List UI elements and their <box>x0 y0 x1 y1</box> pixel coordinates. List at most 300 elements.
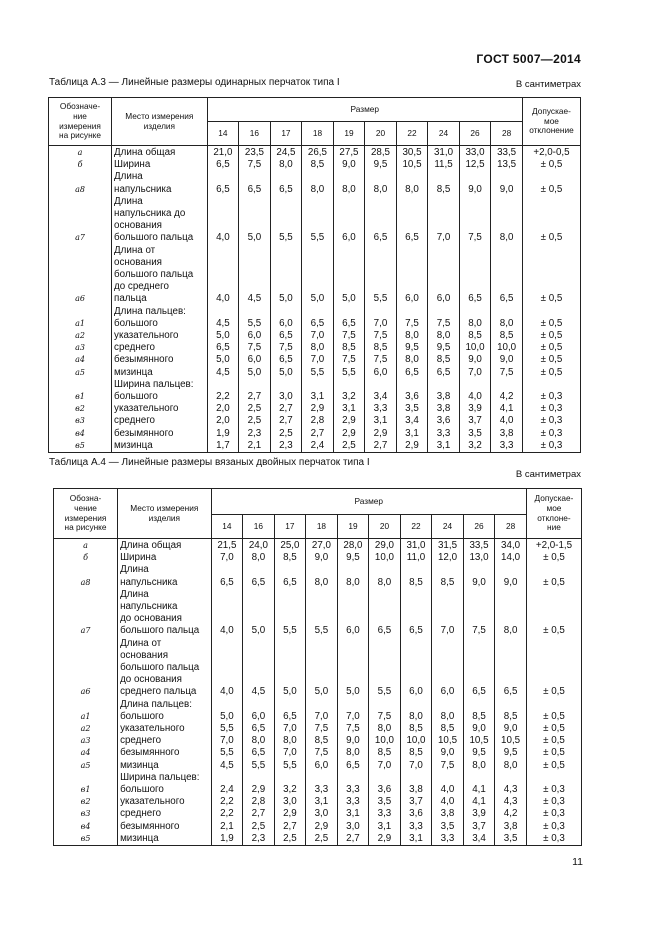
table1-header-size: Размер <box>207 98 522 122</box>
value-cell: 7,0 <box>459 367 491 379</box>
value-cell <box>495 772 527 784</box>
value-cell: 10,5 <box>463 735 495 747</box>
value-cell: 6,5 <box>428 367 460 379</box>
value-cell: 1,9 <box>207 428 239 440</box>
value-cell: 11,0 <box>400 552 432 564</box>
value-cell: 10,0 <box>369 552 401 564</box>
table1-header-tolerance-text: мое <box>543 115 559 126</box>
table-row <box>49 159 581 171</box>
value-cell: 7,0 <box>428 196 460 245</box>
measure-label-cell: а4 <box>54 747 118 759</box>
measure-name-text: мизинца <box>114 439 153 451</box>
measure-name-cell <box>112 391 208 403</box>
value-cell: 8,5 <box>463 711 495 723</box>
value-cell: 10,0 <box>400 735 432 747</box>
value-cell: 6,5 <box>239 171 271 195</box>
page-number: 11 <box>572 856 583 868</box>
value-cell: 8,0 <box>243 552 275 564</box>
value-cell <box>243 699 275 711</box>
measure-label-cell: a <box>54 539 118 553</box>
measure-name-text: мизинца <box>120 832 159 844</box>
size-header-cell: 22 <box>400 515 432 539</box>
value-cell: 3,3 <box>491 440 523 453</box>
size-header-cell: 16 <box>243 515 275 539</box>
value-cell: 8,5 <box>400 564 432 588</box>
value-cell <box>369 772 401 784</box>
table1-header-tolerance <box>522 98 580 146</box>
value-cell: 4,1 <box>463 784 495 796</box>
value-cell: 5,0 <box>243 589 275 638</box>
value-cell: 4,0 <box>211 638 243 699</box>
value-cell: 6,0 <box>365 367 397 379</box>
size-header-cell: 14 <box>207 122 239 146</box>
value-cell: 3,6 <box>396 391 428 403</box>
value-cell: 3,1 <box>396 428 428 440</box>
tolerance-cell: ± 0,5 <box>526 735 581 747</box>
value-cell: 7,5 <box>463 589 495 638</box>
value-cell: 5,0 <box>337 638 369 699</box>
value-cell <box>333 379 365 391</box>
tolerance-cell: ± 0,5 <box>522 196 580 245</box>
value-cell: 8,0 <box>369 723 401 735</box>
table-row <box>54 539 582 553</box>
value-cell: 2,5 <box>243 821 275 833</box>
value-cell: 8,0 <box>400 711 432 723</box>
value-cell: 2,9 <box>306 821 338 833</box>
value-cell: 2,7 <box>239 391 271 403</box>
value-cell: 3,2 <box>333 391 365 403</box>
value-cell: 9,0 <box>491 354 523 366</box>
value-cell: 31,0 <box>428 146 460 160</box>
value-cell: 7,0 <box>211 552 243 564</box>
value-cell: 3,3 <box>337 796 369 808</box>
measure-label-cell: а2 <box>54 723 118 735</box>
value-cell: 3,7 <box>463 821 495 833</box>
measure-name-cell <box>118 552 212 564</box>
table-row <box>49 318 581 330</box>
value-cell: 4,2 <box>491 391 523 403</box>
value-cell: 3,1 <box>302 391 334 403</box>
tolerance-cell: +2,0-0,5 <box>522 146 580 160</box>
value-cell: 8,0 <box>463 760 495 772</box>
value-cell: 7,5 <box>270 342 302 354</box>
value-cell: 6,5 <box>333 318 365 330</box>
value-cell: 7,5 <box>337 723 369 735</box>
value-cell: 5,0 <box>333 245 365 306</box>
value-cell: 2,9 <box>396 440 428 453</box>
value-cell: 9,0 <box>495 723 527 735</box>
size-header-cell: 20 <box>369 515 401 539</box>
measure-name-cell <box>118 760 212 772</box>
value-cell: 7,5 <box>459 196 491 245</box>
measure-label-cell: а5 <box>49 367 112 379</box>
table-row <box>49 428 581 440</box>
tolerance-cell: ± 0,5 <box>522 159 580 171</box>
measure-name-cell <box>118 564 212 588</box>
value-cell: 3,8 <box>495 821 527 833</box>
value-cell <box>400 699 432 711</box>
value-cell: 2,5 <box>306 833 338 846</box>
value-cell: 3,7 <box>400 796 432 808</box>
value-cell: 2,2 <box>211 796 243 808</box>
size-header-cell: 20 <box>365 122 397 146</box>
measure-name-cell <box>112 306 208 318</box>
value-cell: 6,0 <box>243 711 275 723</box>
value-cell: 3,4 <box>463 833 495 846</box>
table1-header-place <box>112 98 208 146</box>
value-cell: 28,5 <box>365 146 397 160</box>
tolerance-cell: ± 0,5 <box>526 589 581 638</box>
measure-name-text: напульсника <box>114 183 172 195</box>
value-cell: 2,5 <box>270 428 302 440</box>
value-cell <box>207 306 239 318</box>
value-cell: 5,0 <box>302 245 334 306</box>
size-header-cell: 19 <box>337 515 369 539</box>
measure-name-text: Длина напульсника <box>120 588 178 613</box>
measure-label-cell: в4 <box>49 428 112 440</box>
measure-name-cell <box>118 821 212 833</box>
table1-header-label-text: на рисунке <box>59 130 101 141</box>
measure-label-cell: а1 <box>54 711 118 723</box>
value-cell <box>491 379 523 391</box>
measure-name-cell <box>118 784 212 796</box>
value-cell: 2,7 <box>243 808 275 820</box>
table-row <box>54 735 582 747</box>
measure-name-text: основания <box>120 649 168 661</box>
value-cell: 6,5 <box>396 367 428 379</box>
value-cell: 1,9 <box>211 833 243 846</box>
value-cell: 10,5 <box>495 735 527 747</box>
value-cell: 26,5 <box>302 146 334 160</box>
measure-label-cell <box>54 699 118 711</box>
measure-label-cell: б <box>54 552 118 564</box>
value-cell <box>306 772 338 784</box>
value-cell: 6,5 <box>270 171 302 195</box>
value-cell: 3,6 <box>428 415 460 427</box>
value-cell: 10,0 <box>491 342 523 354</box>
value-cell: 8,5 <box>306 735 338 747</box>
value-cell: 2,4 <box>211 784 243 796</box>
measure-label-cell: в5 <box>54 833 118 846</box>
value-cell: 8,5 <box>495 711 527 723</box>
table-row <box>54 699 582 711</box>
measure-name-text: среднего <box>114 342 156 354</box>
measure-name-cell <box>118 735 212 747</box>
size-header-cell: 26 <box>459 122 491 146</box>
value-cell: 10,0 <box>459 342 491 354</box>
measure-name-text: Длина пальцев: <box>120 698 192 710</box>
value-cell <box>428 306 460 318</box>
value-cell: 4,0 <box>207 196 239 245</box>
value-cell: 7,0 <box>369 760 401 772</box>
value-cell: 9,0 <box>495 564 527 588</box>
value-cell: 10,5 <box>432 735 464 747</box>
value-cell: 8,5 <box>302 159 334 171</box>
value-cell: 7,0 <box>365 318 397 330</box>
table2-header-tolerance-text: ние <box>547 522 561 533</box>
value-cell: 3,4 <box>365 391 397 403</box>
measure-name-text: Длина <box>114 171 143 183</box>
value-cell: 6,5 <box>369 589 401 638</box>
value-cell: 2,8 <box>243 796 275 808</box>
value-cell <box>400 772 432 784</box>
measure-name-text: мизинца <box>114 366 153 378</box>
tolerance-cell: ± 0,3 <box>522 415 580 427</box>
value-cell: 4,0 <box>491 415 523 427</box>
table-row <box>54 760 582 772</box>
table-row <box>49 330 581 342</box>
value-cell: 5,5 <box>274 760 306 772</box>
value-cell: 9,0 <box>306 552 338 564</box>
value-cell: 7,5 <box>428 318 460 330</box>
value-cell: 33,0 <box>459 146 491 160</box>
value-cell: 6,5 <box>211 564 243 588</box>
tolerance-cell <box>522 306 580 318</box>
value-cell: 3,3 <box>369 808 401 820</box>
table1 <box>48 97 581 453</box>
value-cell: 3,3 <box>365 403 397 415</box>
value-cell: 8,5 <box>365 342 397 354</box>
value-cell: 3,5 <box>369 796 401 808</box>
measure-label-cell <box>49 306 112 318</box>
tolerance-cell: ± 0,3 <box>522 403 580 415</box>
value-cell: 8,5 <box>491 330 523 342</box>
measure-name-text: основания <box>114 220 162 232</box>
table2-header-tolerance <box>526 489 581 539</box>
value-cell <box>396 306 428 318</box>
value-cell <box>396 379 428 391</box>
value-cell: 8,0 <box>365 171 397 195</box>
value-cell: 7,0 <box>400 760 432 772</box>
value-cell: 8,5 <box>400 723 432 735</box>
value-cell: 3,0 <box>337 821 369 833</box>
measure-label-cell: а3 <box>49 342 112 354</box>
value-cell: 29,0 <box>369 539 401 553</box>
document-header: ГОСТ 5007—2014 <box>476 52 581 66</box>
measure-name-text: большого пальца <box>120 625 200 637</box>
value-cell: 9,0 <box>333 159 365 171</box>
value-cell: 5,5 <box>306 589 338 638</box>
value-cell: 6,0 <box>239 330 271 342</box>
value-cell: 3,9 <box>463 808 495 820</box>
measure-name-cell <box>118 539 212 553</box>
value-cell <box>459 379 491 391</box>
measure-label-cell: a <box>49 146 112 160</box>
value-cell <box>463 699 495 711</box>
value-cell: 6,0 <box>333 196 365 245</box>
value-cell: 6,0 <box>270 318 302 330</box>
value-cell: 3,1 <box>306 796 338 808</box>
value-cell: 3,1 <box>369 821 401 833</box>
value-cell: 21,5 <box>211 539 243 553</box>
value-cell: 6,5 <box>302 318 334 330</box>
value-cell: 12,5 <box>459 159 491 171</box>
value-cell: 33,5 <box>491 146 523 160</box>
measure-name-cell <box>118 699 212 711</box>
value-cell: 3,3 <box>428 428 460 440</box>
measure-name-text: большого пальца <box>114 232 194 244</box>
value-cell: 3,8 <box>400 784 432 796</box>
size-header-cell: 14 <box>211 515 243 539</box>
value-cell <box>274 772 306 784</box>
value-cell: 2,0 <box>207 403 239 415</box>
table1-header-tolerance-text: отклонение <box>529 125 574 136</box>
table2-header-size: Размер <box>211 489 526 515</box>
value-cell <box>239 306 271 318</box>
table-row <box>54 723 582 735</box>
value-cell: 4,0 <box>207 245 239 306</box>
value-cell: 6,5 <box>270 354 302 366</box>
value-cell <box>207 379 239 391</box>
table-row <box>49 391 581 403</box>
value-cell: 8,0 <box>302 171 334 195</box>
value-cell: 6,5 <box>459 245 491 306</box>
measure-name-cell <box>112 318 208 330</box>
measure-label-cell: а7 <box>49 196 112 245</box>
value-cell: 3,1 <box>365 415 397 427</box>
measure-label-cell: а5 <box>54 760 118 772</box>
value-cell: 33,5 <box>463 539 495 553</box>
table1-header-label-text: измерения <box>59 120 101 131</box>
value-cell <box>306 699 338 711</box>
measure-label-cell: а4 <box>49 354 112 366</box>
value-cell: 8,5 <box>369 747 401 759</box>
table2-header-label-text: на рисунке <box>64 522 107 533</box>
value-cell: 6,5 <box>274 564 306 588</box>
value-cell: 3,5 <box>495 833 527 846</box>
value-cell: 7,5 <box>239 342 271 354</box>
value-cell: 7,5 <box>365 330 397 342</box>
value-cell <box>239 379 271 391</box>
tolerance-cell: ± 0,3 <box>526 796 581 808</box>
value-cell: 24,5 <box>270 146 302 160</box>
value-cell: 30,5 <box>396 146 428 160</box>
value-cell: 5,0 <box>207 354 239 366</box>
measure-name-text: указательного <box>114 330 179 342</box>
tolerance-cell: ± 0,5 <box>526 711 581 723</box>
measure-label-cell: в3 <box>49 415 112 427</box>
measure-label-cell: в1 <box>54 784 118 796</box>
value-cell: 2,7 <box>337 833 369 846</box>
table2-header-tolerance-text: мое <box>546 502 562 513</box>
measure-name-text: Длина от <box>114 244 156 256</box>
value-cell: 2,9 <box>302 403 334 415</box>
size-header-cell: 24 <box>428 122 460 146</box>
value-cell: 5,0 <box>274 638 306 699</box>
value-cell: 7,5 <box>239 159 271 171</box>
tolerance-cell: ± 0,5 <box>522 342 580 354</box>
value-cell: 9,0 <box>459 171 491 195</box>
value-cell: 3,8 <box>428 403 460 415</box>
value-cell: 7,5 <box>306 723 338 735</box>
value-cell: 6,5 <box>365 196 397 245</box>
table-row <box>49 354 581 366</box>
measure-name-text: большого пальца <box>120 662 200 674</box>
value-cell: 4,2 <box>495 808 527 820</box>
value-cell: 7,5 <box>306 747 338 759</box>
tolerance-cell: ± 0,3 <box>522 428 580 440</box>
measure-name-cell <box>112 440 208 453</box>
measure-label-cell <box>49 379 112 391</box>
measure-name-text: большого <box>120 784 164 796</box>
value-cell: 5,0 <box>211 711 243 723</box>
value-cell: 5,5 <box>302 367 334 379</box>
measure-label-cell: в5 <box>49 440 112 453</box>
measure-name-text: среднего <box>120 735 162 747</box>
value-cell: 9,5 <box>495 747 527 759</box>
value-cell: 8,0 <box>337 747 369 759</box>
table1-header-place-text: Место измерения <box>125 110 194 121</box>
value-cell: 6,5 <box>337 760 369 772</box>
value-cell: 27,0 <box>306 539 338 553</box>
value-cell: 1,7 <box>207 440 239 453</box>
value-cell: 6,5 <box>243 747 275 759</box>
measure-name-cell <box>112 342 208 354</box>
value-cell <box>432 772 464 784</box>
table2-header-label <box>54 489 118 539</box>
tolerance-cell: ± 0,3 <box>522 440 580 453</box>
measure-label-cell: а8 <box>54 564 118 588</box>
measure-name-cell <box>112 159 208 171</box>
value-cell: 5,5 <box>369 638 401 699</box>
measure-name-text: указательного <box>120 723 185 735</box>
tolerance-cell: ± 0,5 <box>526 747 581 759</box>
value-cell: 3,3 <box>432 833 464 846</box>
table2-header-tolerance-text: Допускае- <box>534 493 574 504</box>
value-cell: 5,5 <box>302 196 334 245</box>
measure-name-cell <box>118 808 212 820</box>
value-cell: 4,5 <box>239 245 271 306</box>
table2 <box>53 488 582 846</box>
value-cell: 31,0 <box>400 539 432 553</box>
value-cell <box>333 306 365 318</box>
measure-label-cell: в2 <box>49 403 112 415</box>
value-cell: 8,0 <box>270 159 302 171</box>
value-cell: 24,0 <box>243 539 275 553</box>
value-cell: 7,0 <box>432 589 464 638</box>
value-cell: 5,0 <box>270 245 302 306</box>
measure-name-text: безымянного <box>120 747 180 759</box>
value-cell: 2,3 <box>243 833 275 846</box>
value-cell: 2,7 <box>270 403 302 415</box>
value-cell: 8,0 <box>369 564 401 588</box>
table-row <box>49 415 581 427</box>
measure-label-cell: а3 <box>54 735 118 747</box>
table-row <box>49 171 581 195</box>
table2-caption: Таблица А.4 — Линейные размеры вязаных двойных перчаток типа I <box>49 457 370 468</box>
table1-units: В сантиметрах <box>515 79 581 90</box>
value-cell: 8,0 <box>459 318 491 330</box>
value-cell: 8,0 <box>495 589 527 638</box>
value-cell: 3,6 <box>369 784 401 796</box>
measure-name-text: большого <box>120 710 164 722</box>
value-cell: 6,5 <box>396 196 428 245</box>
table-row <box>49 440 581 453</box>
value-cell: 3,1 <box>428 440 460 453</box>
value-cell: 8,0 <box>491 196 523 245</box>
tolerance-cell: ± 0,3 <box>526 821 581 833</box>
value-cell <box>243 772 275 784</box>
value-cell: 8,0 <box>491 318 523 330</box>
value-cell: 2,0 <box>207 415 239 427</box>
measure-name-cell <box>112 403 208 415</box>
table2-header-label-text: Обозна- <box>69 493 102 504</box>
value-cell: 8,0 <box>432 711 464 723</box>
size-header-cell: 19 <box>333 122 365 146</box>
value-cell: 3,2 <box>274 784 306 796</box>
value-cell: 2,5 <box>239 403 271 415</box>
value-cell: 6,0 <box>239 354 271 366</box>
